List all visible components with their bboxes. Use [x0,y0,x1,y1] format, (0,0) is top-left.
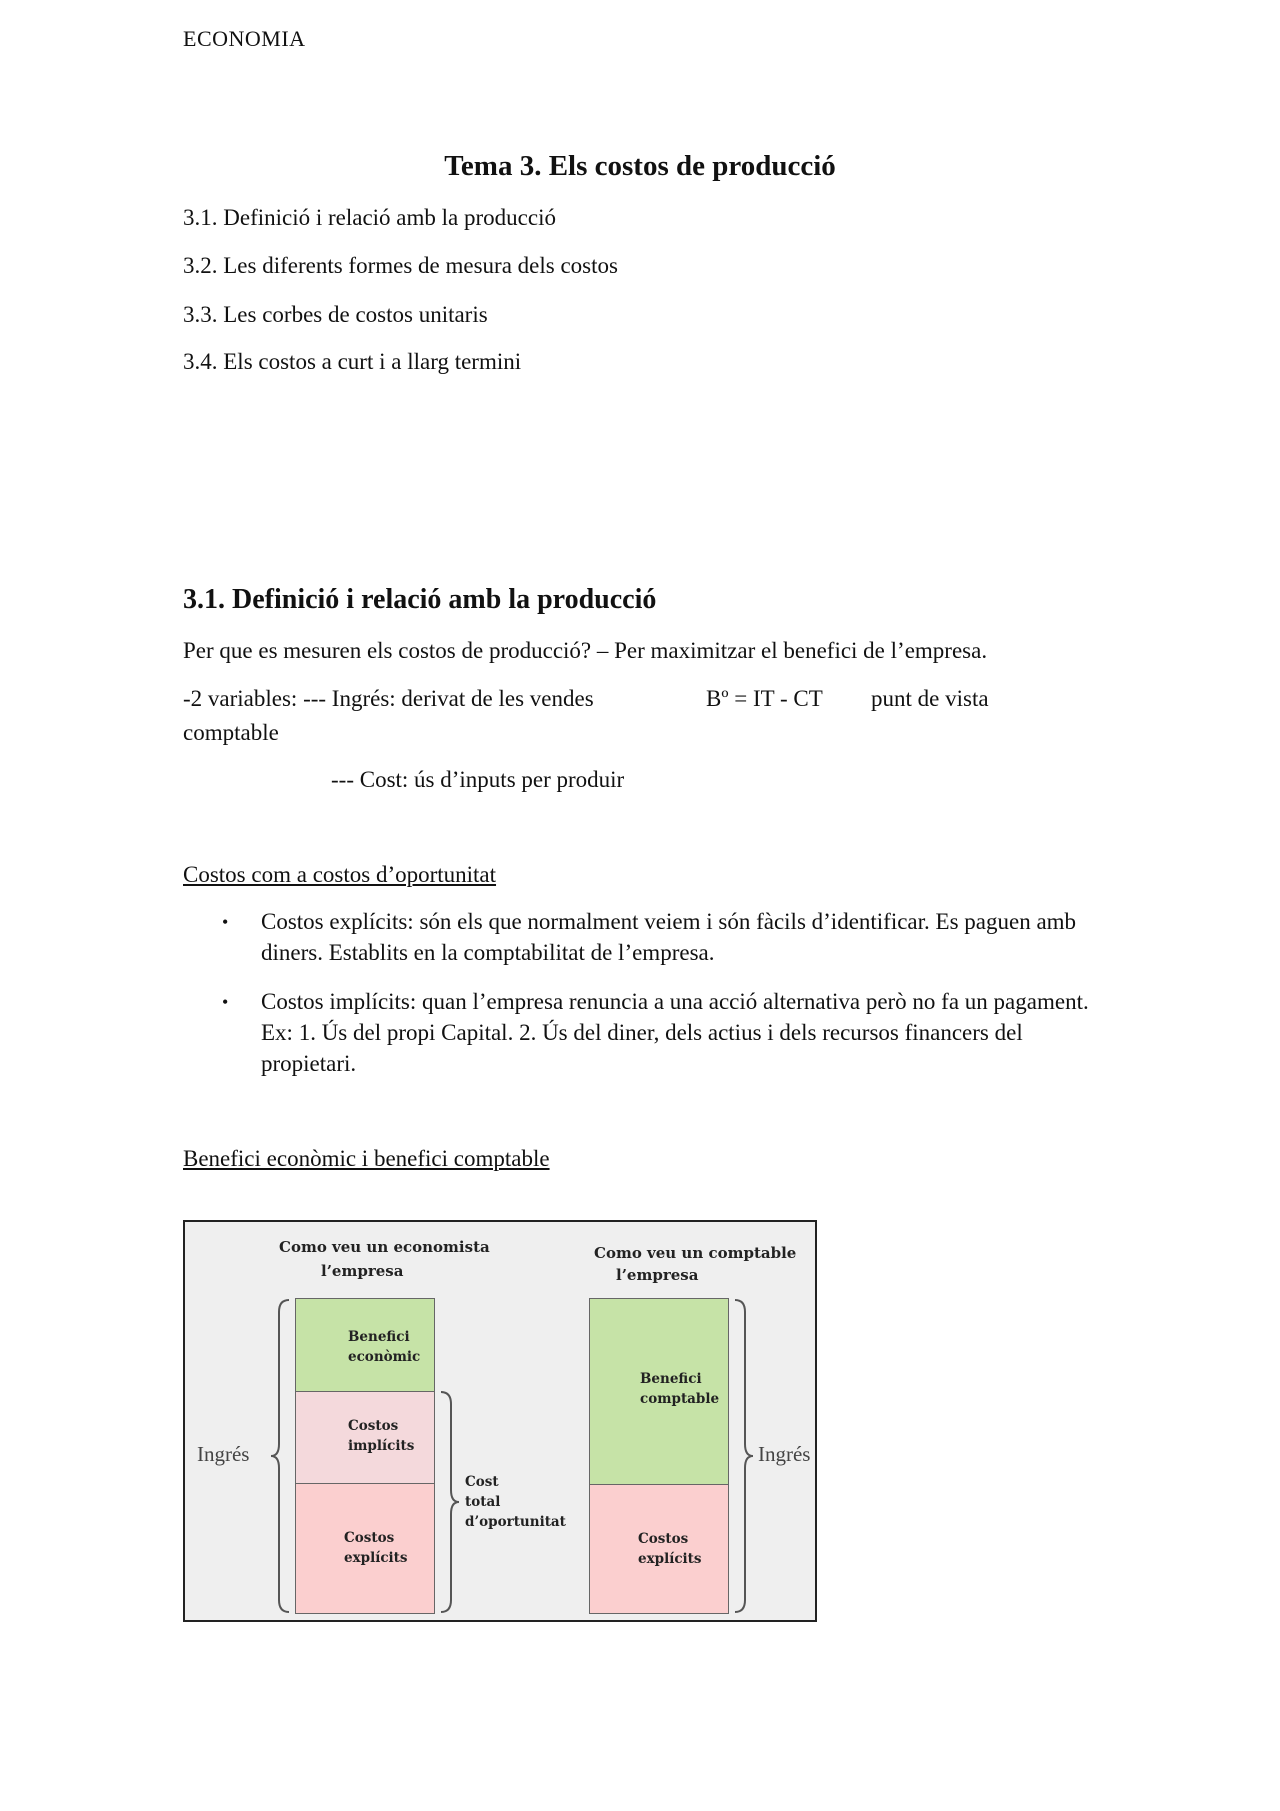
explicit-costs-right-label: Costos explícits [638,1531,702,1567]
subheading-opportunity-costs: Costos com a costos d’oportunitat [183,862,497,887]
bullet-implicit-costs: Costos implícits: quan l’empresa renuncia a una acció alternativa però no fa un pagament. Ex: 1. Ús del propi Capital. 2. Ús del diner, dels actius i dels recursos financers del propietari. [261,989,1089,1076]
left-ingres-brace-icon [271,1300,289,1612]
variables-line: -2 variables: --- Ingrés: derivat de les vendes [183,686,594,711]
cost-total-brace-icon [441,1392,459,1612]
toc-item-1: 3.1. Definició i relació amb la producció [183,205,556,230]
bullet-marker: • [222,912,229,932]
cost-total-line3: d’oportunitat [465,1514,566,1530]
ingres-left-label: Ingrés [197,1442,250,1466]
bullet-explicit-costs: Costos explícits: són els que normalment veiem i són fàcils d’identificar. Es paguen amb diners. Establits en la comptabilitat de l’empresa. [261,909,1077,965]
subheading-profit: Benefici econòmic i benefici comptable [183,1146,550,1171]
implicit-costs-label: Costos implícits [348,1418,415,1454]
right-title-line1: Como veu un comptable [594,1244,797,1262]
bullet-marker: • [222,992,229,1012]
right-title-line2: l’empresa [616,1266,699,1284]
cost-total-line1: Cost [465,1474,499,1490]
explicit-costs-left-label: Costos explícits [344,1530,408,1566]
section-heading: 3.1. Definició i relació amb la producció [183,584,657,615]
economic-profit-label: Benefici econòmic [348,1329,421,1365]
toc-item-2: 3.2. Les diferents formes de mesura dels costos [183,253,618,278]
left-title-line2: l’empresa [321,1262,404,1280]
accounting-profit-label: Benefici comptable [640,1371,720,1407]
document-title: Tema 3. Els costos de producció [444,150,836,182]
toc-item-3: 3.3. Les corbes de costos unitaris [183,302,488,327]
ingres-right-label: Ingrés [758,1442,811,1466]
document-header: ECONOMIA [183,26,306,51]
cost-total-line2: total [465,1494,501,1510]
question-paragraph: Per que es mesuren els costos de producció? – Per maximitzar el benefici de l’empresa. [183,638,988,663]
figure-braces [185,1222,815,1620]
profit-formula: Bº = IT - CT [706,686,823,711]
formula-note-cont: comptable [183,720,279,745]
profit-comparison-figure [183,1220,817,1622]
toc-item-4: 3.4. Els costos a curt i a llarg termini [183,349,522,374]
cost-line: --- Cost: ús d’inputs per produir [331,767,625,792]
left-title-line1: Como veu un economista [279,1238,490,1256]
formula-note: punt de vista [871,686,989,711]
right-ingres-brace-icon [735,1300,753,1612]
